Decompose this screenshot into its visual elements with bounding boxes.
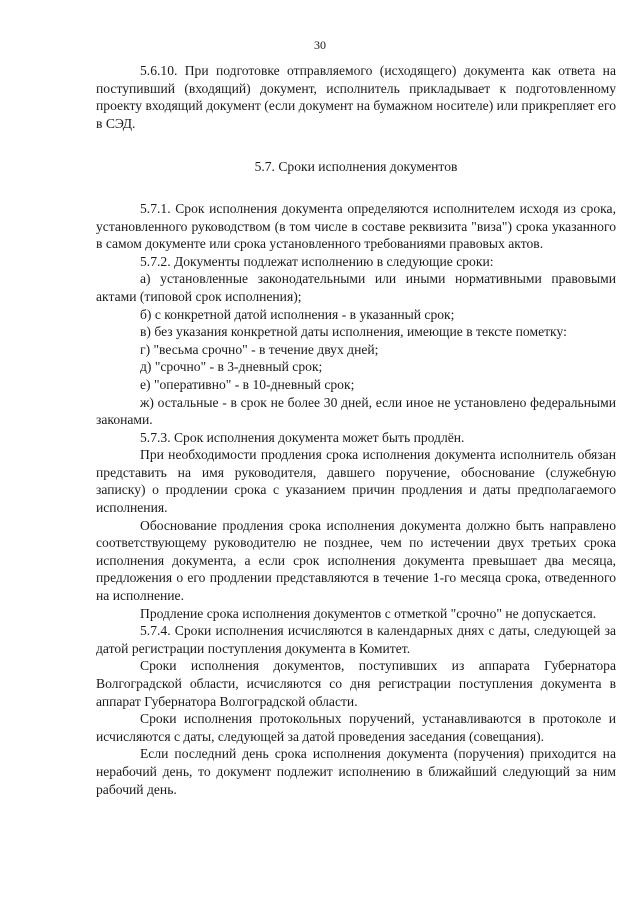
list-item-d: д) "срочно" - в 3-дневный срок; [140,359,323,375]
paragraph-5-7-4-nonworking: Если последний день срока исполнения документа (поручения) приходится на нерабочий день, то документ подлежит исполнению в ближайший следующий за ним рабочий день. [96,746,616,797]
paragraph-5-7-3-extension: При необходимости продления срока исполнения документа исполнитель обязан представить на имя руководителя, давшего поручение, обоснование (служебную записку) о продлении срока с указанием причин продления и даты предполагаемого исполнения. [96,447,616,516]
paragraph-5-7-4-protocol: Сроки исполнения протокольных поручений, устанавливаются в протоколе и исчисляются с даты, следующей за датой проведения заседания (совещания). [96,711,616,744]
paragraph-5-7-4: 5.7.4. Сроки исполнения исчисляются в календарных днях с даты, следующей за датой регистрации поступления документа в Комитет. [96,623,616,656]
paragraph-5-7-4-governor: Сроки исполнения документов, поступивших из аппарата Губернатора Волгоградской области, исчисляются со дня регистрации поступления документа в аппарат Губернатора Волгоградской области. [96,658,616,709]
document-body [96,62,616,798]
list-item-v: в) без указания конкретной даты исполнения, имеющие в тексте пометку: [140,324,567,340]
paragraph-5-7-3-urgent: Продление срока исполнения документов с отметкой "срочно" не допускается. [140,605,597,621]
list-item-g: г) "весьма срочно" - в течение двух дней; [140,341,379,357]
paragraph-5-7-3-justification: Обоснование продления срока исполнения документа должно быть направлено соответствующему руководителю не позднее, чем по истечении двух третьих срока исполнения документа, а если срок исполнения документа превышает два месяца, предложения о его продлении представляются в течение 1-го месяца срока, отведенного на исполнение. [96,517,616,604]
list-item-a: а) установленные законодательными или иными нормативными правовыми актами (типовой срок исполнения); [96,271,616,304]
section-heading: 5.7. Сроки исполнения документов [254,159,458,175]
list-item-e: е) "оперативно" - в 10-дневный срок; [140,376,355,392]
list-item-zh: ж) остальные - в срок не более 30 дней, если иное не установлено федеральными законами. [96,394,616,428]
page-number: 30 [314,38,326,52]
paragraph-5-7-2: 5.7.2. Документы подлежат исполнению в следующие сроки: [140,253,494,269]
paragraph-5-7-1: 5.7.1. Срок исполнения документа определяются исполнителем исходя из срока, установленного руководством (в том числе в составе реквизита "виза") срока указанного в самом документе или срока установленного требованиями правовых актов. [96,200,616,252]
paragraph-5-6-10: 5.6.10. При подготовке отправляемого (исходящего) документа как ответа на поступивший (входящий) документ, исполнитель прикладывает к подготовленному проекту входящий документ (если документ на бумажном носителе) или прикрепляет его в СЭД. [96,63,616,131]
list-item-b: б) с конкретной датой исполнения - в указанный срок; [140,306,455,322]
paragraph-5-7-3: 5.7.3. Срок исполнения документа может быть продлён. [140,429,465,445]
